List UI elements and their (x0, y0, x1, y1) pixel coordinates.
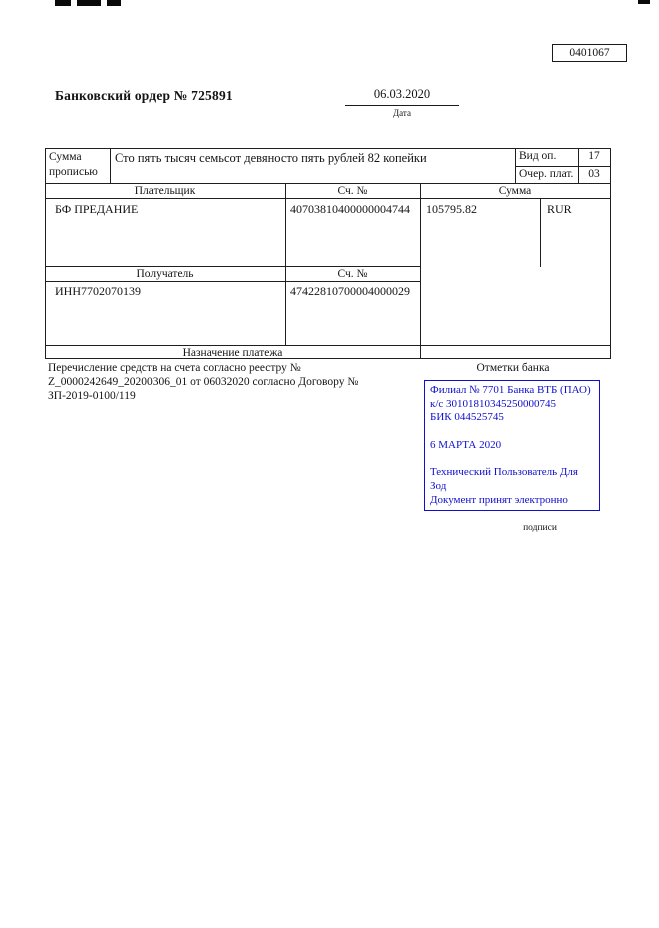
bank-stamp: Филиал № 7701 Банка ВТБ (ПАО) к/с 30101810345250000745 БИК 044525745 6 МАРТА 2020 Технический Пользователь Для Зод Документ принят электронно (424, 380, 600, 511)
recipient-header: Получатель (136, 268, 194, 280)
date-value: 06.03.2020 (345, 87, 459, 106)
table-border-optype-split (515, 166, 611, 167)
payer-account: 40703810400000004744 (290, 202, 410, 216)
table-border-optype-left (515, 148, 516, 183)
table-border-purpose-top (45, 345, 611, 346)
amount-in-words-label: Сумма прописью (49, 151, 98, 178)
table-border-amount-column-left (420, 183, 421, 359)
recipient-name: ИНН7702070139 (55, 284, 141, 298)
table-border-amountwords-left (110, 148, 111, 183)
table-border-currency-left (540, 198, 541, 267)
table-border-recipient-header-bottom (45, 281, 421, 282)
table-border-right (610, 148, 611, 359)
payer-name: БФ ПРЕДАНИЕ (55, 202, 139, 216)
table-border-left (45, 148, 46, 359)
table-border-top (45, 148, 611, 149)
operation-type-label: Вид оп. (519, 150, 557, 162)
table-border-payer-bottom (45, 266, 421, 267)
purpose-text: Перечисление средств на счета согласно реестру № Z_0000242649_20200306_01 от 06032020 согласно Договору № ЗП-2019-0100/119 (48, 362, 359, 402)
payer-column-header: Плательщик (134, 185, 196, 197)
table-border-account-column-left (285, 183, 286, 346)
amount-column-header: Сумма (498, 185, 532, 197)
operation-type-value: 17 (588, 150, 600, 162)
purpose-header: Назначение платежа (182, 347, 283, 359)
recipient-account-header: Сч. № (337, 268, 368, 280)
form-code-box (552, 44, 627, 62)
scan-artifact-top-left (55, 0, 133, 6)
amount-value: 105795.82 (426, 202, 477, 216)
recipient-account: 47422810700004000029 (290, 284, 410, 298)
bank-marks-header: Отметки банка (476, 362, 550, 374)
table-border-headers-bottom (45, 198, 611, 199)
amount-in-words-value: Сто пять тысяч семьсот девяносто пять рублей 82 копейки (115, 151, 427, 165)
amount-currency: RUR (547, 202, 572, 216)
document-title: Банковский ордер № 725891 (55, 88, 233, 103)
table-border-row1-bottom (45, 183, 611, 184)
form-code-value: 0401067 (569, 47, 610, 59)
scan-artifact-top-right (638, 0, 650, 4)
payment-priority-label: Очер. плат. (519, 168, 574, 180)
payer-account-column-header: Сч. № (337, 185, 368, 197)
date-label: Дата (393, 108, 411, 118)
payment-priority-value: 03 (588, 168, 600, 180)
signatures-label: подписи (523, 523, 557, 533)
